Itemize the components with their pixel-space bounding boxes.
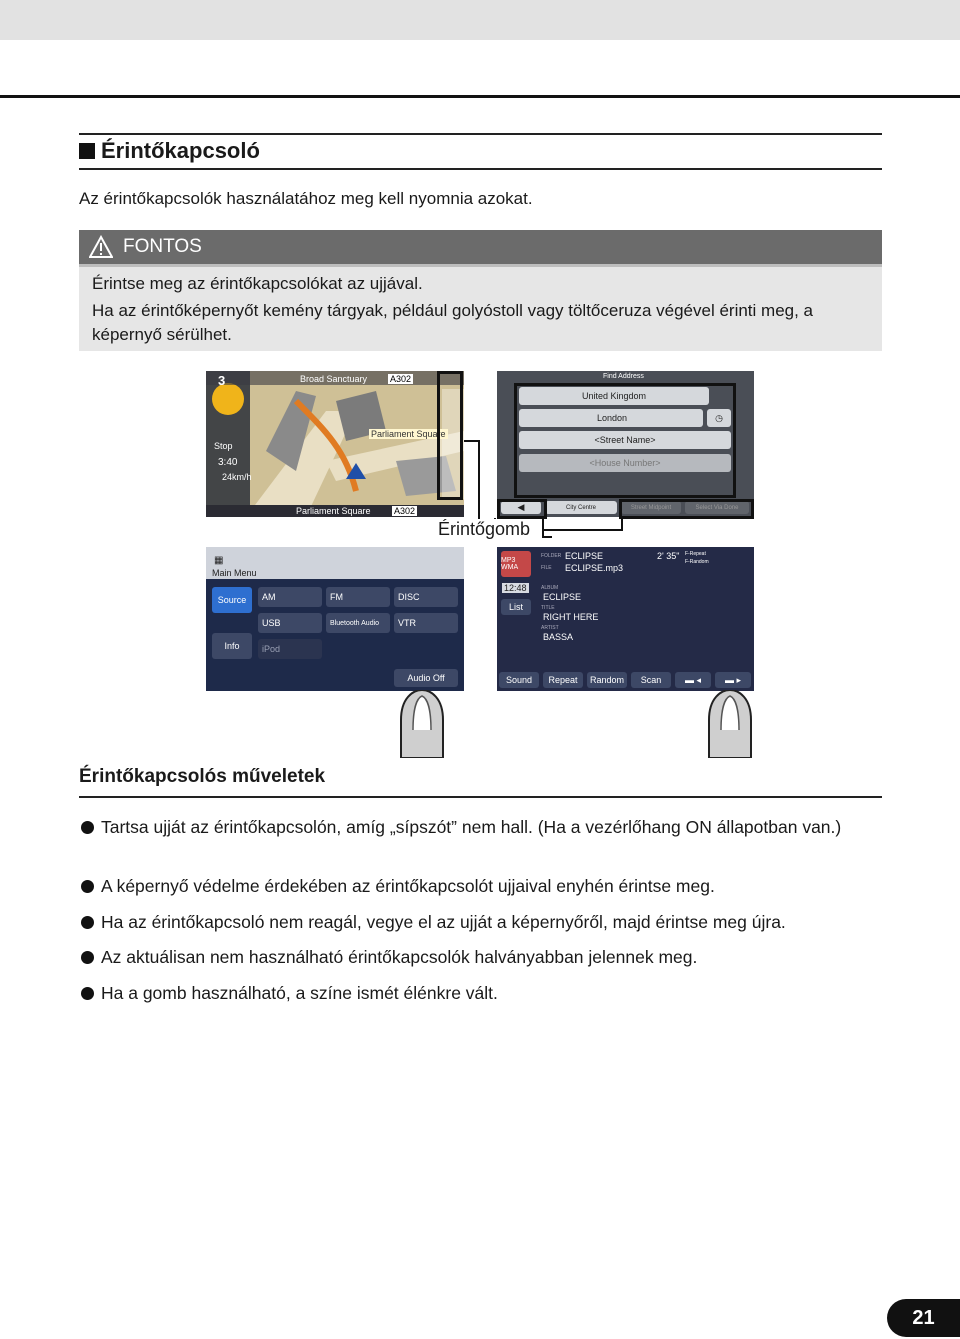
grid-icon: ▦ — [214, 555, 224, 566]
bottom-badge: A302 — [394, 506, 416, 516]
source-disc[interactable]: DISC — [394, 587, 458, 607]
audio-off-button[interactable]: Audio Off — [394, 669, 458, 687]
highlight-box-buttons — [619, 499, 754, 519]
highlight-box-nav — [437, 371, 463, 500]
prev-folder-icon[interactable]: ▬ ◂ — [675, 672, 711, 688]
music-screen — [497, 547, 754, 691]
finger-icon — [399, 690, 445, 758]
address-field-city[interactable]: London — [519, 409, 703, 427]
track-title: RIGHT HERE — [543, 612, 599, 622]
callout-line — [542, 536, 552, 538]
repeat-button[interactable]: Repeat — [543, 672, 583, 688]
address-field-street[interactable]: <Street Name> — [519, 431, 731, 449]
important-line-1: Érintse meg az érintőkapcsolókat az ujjával. — [92, 274, 423, 293]
speed-readout: 24km/h — [222, 472, 252, 482]
section-title: Érintőkapcsoló — [101, 138, 260, 163]
list-button[interactable]: List — [501, 599, 531, 615]
bullet-icon — [81, 821, 94, 834]
highlight-box-address — [514, 383, 736, 498]
intro-text: Az érintőkapcsolók használatához meg kell nyomnia azokat. — [79, 189, 533, 208]
city-centre-button[interactable]: City Centre — [545, 501, 617, 514]
select-via-button[interactable]: Select Via Done — [685, 501, 749, 514]
bullet-icon — [81, 880, 94, 893]
random-button[interactable]: Random — [587, 672, 627, 688]
source-fm[interactable]: FM — [326, 587, 390, 607]
scan-button[interactable]: Scan — [631, 672, 671, 688]
list-item — [79, 981, 884, 1006]
list-item — [79, 815, 884, 840]
callout-line — [542, 518, 544, 538]
bullet-icon — [81, 987, 94, 1000]
back-arrow-icon[interactable]: ◀ — [501, 501, 541, 514]
list-item-text: Ha a gomb használható, a színe ismét élénkre vált. — [101, 983, 498, 1003]
file-name: ECLIPSE.mp3 — [565, 563, 624, 573]
section-heading — [79, 138, 260, 164]
menu-title: Main Menu — [212, 568, 257, 578]
next-folder-icon[interactable]: ▬ ▸ — [715, 672, 751, 688]
list-item — [79, 874, 884, 899]
turn-number: 3 — [218, 373, 226, 388]
important-label: FONTOS — [123, 236, 202, 257]
sound-button[interactable]: Sound — [499, 672, 539, 688]
stop-button[interactable]: Stop — [214, 441, 233, 451]
file-label: FILE — [541, 565, 552, 571]
source-bluetooth[interactable]: Bluetooth Audio — [326, 613, 390, 633]
top-band — [0, 0, 960, 40]
folder-label: FOLDER — [541, 553, 562, 559]
list-item — [79, 945, 884, 970]
finger-icon — [707, 690, 753, 758]
bottom-street: Parliament Square — [296, 506, 371, 516]
random-flag: F-Random — [685, 559, 709, 565]
callout-line — [542, 529, 623, 531]
header-rule — [0, 95, 960, 98]
section-rule-bottom — [79, 168, 882, 170]
highlight-box-back — [497, 499, 547, 519]
navigation-screen — [206, 371, 464, 517]
source-usb[interactable]: USB — [258, 613, 322, 633]
page-number: 21 — [887, 1299, 960, 1337]
address-field-country[interactable]: United Kingdom — [519, 387, 709, 405]
touch-button-callout: Érintőgomb — [438, 519, 531, 539]
list-item-text: A képernyő védelme érdekében az érintőkapcsolót ujjaival enyhén érintse meg. — [101, 876, 715, 896]
map-graphic — [206, 371, 464, 517]
album-label: ALBUM — [541, 585, 559, 591]
history-icon[interactable]: ◷ — [707, 409, 731, 427]
artist-label: ARTIST — [541, 625, 559, 631]
repeat-flag: F-Repeat — [685, 551, 706, 557]
address-title: Find Address — [603, 373, 644, 380]
source-am[interactable]: AM — [258, 587, 322, 607]
title-label: TITLE — [541, 605, 555, 611]
clock-readout: 12:48 — [504, 583, 527, 593]
section-rule-top — [79, 133, 882, 135]
warning-icon — [89, 235, 113, 259]
important-line-2: Ha az érintőképernyőt kemény tárgyak, például golyóstoll vagy töltőceruza végével érinti meg, a képernyő sérülhet. — [92, 301, 813, 344]
square-bullet-icon — [79, 143, 95, 159]
clock-time: 3:40 — [218, 457, 238, 468]
source-button[interactable]: Source — [212, 587, 252, 613]
bullet-icon — [81, 916, 94, 929]
important-header — [79, 230, 882, 264]
source-ipod[interactable]: iPod — [258, 639, 322, 659]
elapsed-time: 2' 35" — [657, 551, 680, 561]
operations-rule — [79, 796, 882, 798]
list-item-text: Ha az érintőkapcsoló nem reagál, vegye el az ujját a képernyőről, majd érintse meg újra. — [101, 912, 786, 932]
street-midpoint-button[interactable]: Street Midpoint — [621, 501, 681, 514]
list-item-text: Tartsa ujját az érintőkapcsolón, amíg „sípszót” nem hall. (Ha a vezérlőhang ON állapotban van.) — [101, 817, 842, 837]
bullet-icon — [81, 951, 94, 964]
list-item-text: Az aktuálisan nem használható érintőkapcsolók halványabban jelennek meg. — [101, 947, 698, 967]
album-name: ECLIPSE — [543, 592, 582, 602]
poi-label: Parliament Square — [371, 429, 446, 439]
format-badge: MP3 WMA — [501, 551, 531, 577]
main-menu-screen — [206, 547, 464, 691]
road-name: Broad Sanctuary — [300, 374, 368, 384]
source-vtr[interactable]: VTR — [394, 613, 458, 633]
address-field-house[interactable]: <House Number> — [519, 454, 731, 472]
folder-name: ECLIPSE — [565, 551, 604, 561]
road-badge: A302 — [390, 374, 412, 384]
list-item — [79, 910, 884, 935]
callout-line — [478, 440, 480, 530]
artist-name: BASSA — [543, 632, 574, 642]
info-button[interactable]: Info — [212, 633, 252, 659]
important-body — [79, 264, 882, 351]
operations-heading: Érintőkapcsolós műveletek — [79, 766, 326, 787]
